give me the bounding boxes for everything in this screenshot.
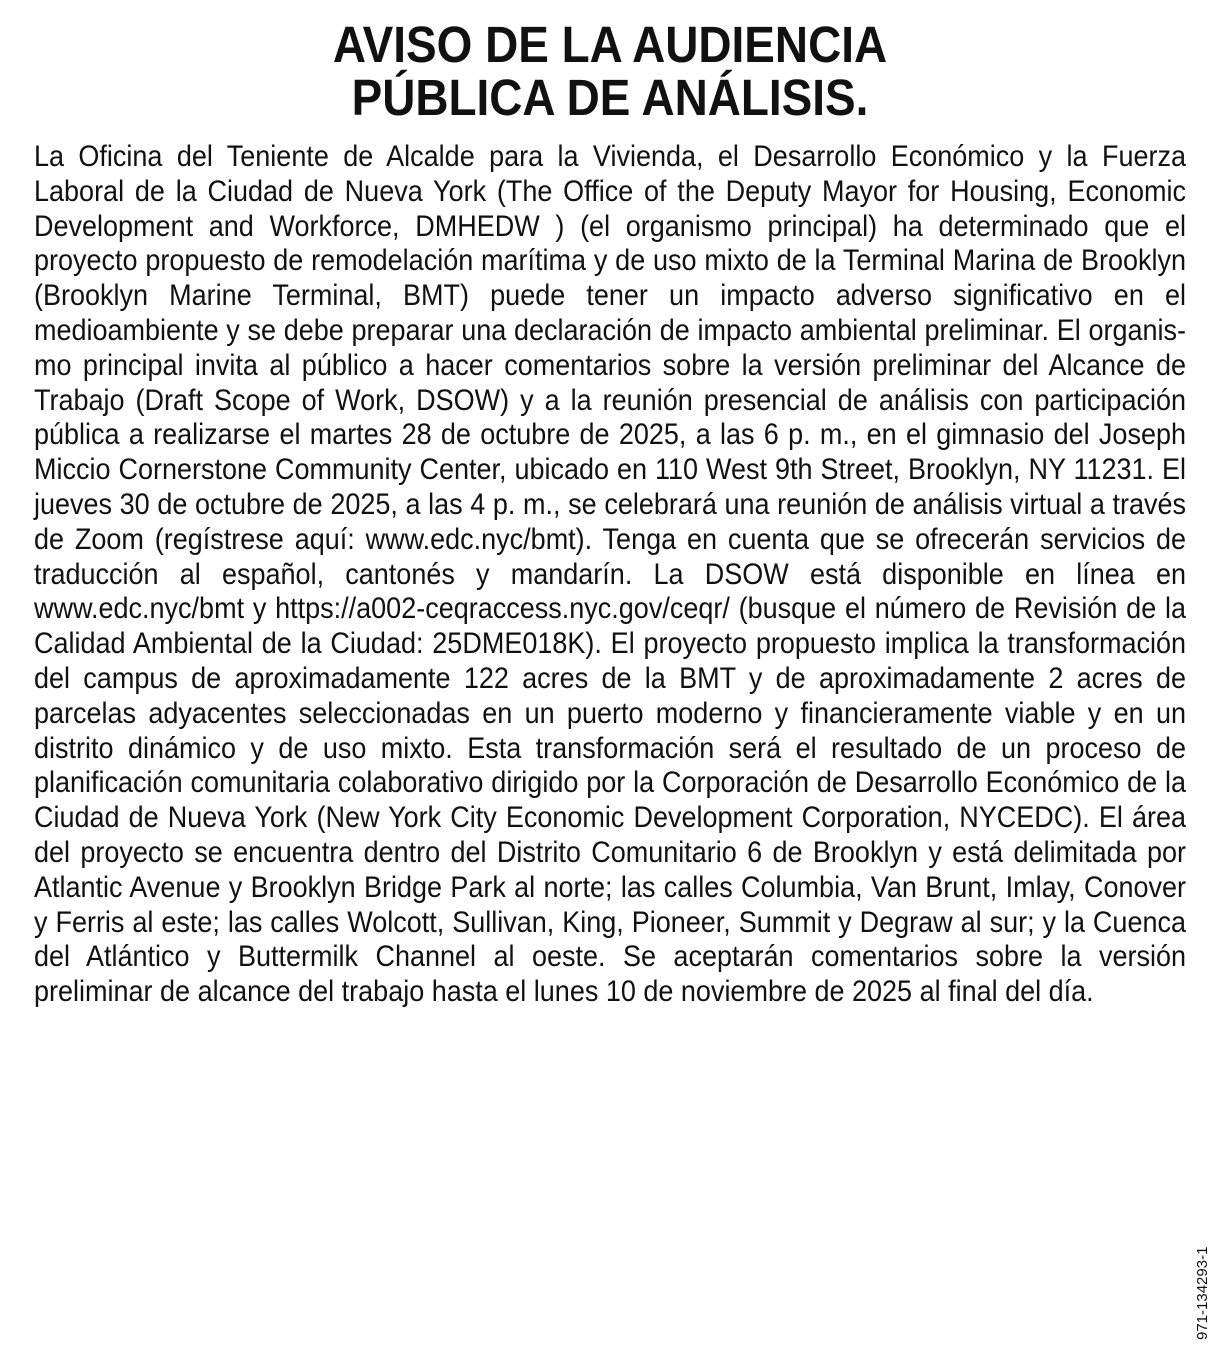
notice-title [92,18,1129,124]
public-notice [34,18,1186,1334]
notice-body: La Oficina del Teniente de Alcalde para la Vivienda, el Desarrollo Económico y la Fuerza Laboral de la Ciudad de Nueva York (The Office of the Deputy Mayor for Housing, Economic Development and Workforce, DMHEDW ) (el organismo principal) ha determinado que el proyecto propuesto de remodelación marítima y de uso mixto de la Terminal Marina de Brooklyn (Brooklyn Marine Terminal, BMT) puede tener un impacto adverso significativo en el medioambiente y se debe preparar una declaración de impacto ambiental preliminar. El organismo principal invita al público a hacer comentarios sobre la versión preliminar del Alcance de Trabajo (Draft Scope of Work, DSOW) y a la reunión presencial de análisis con participación pública a realizarse el martes 28 de octubre de 2025, a las 6 p. m., en el gimnasio del Joseph Miccio Cornerstone Community Center, ubicado en 110 West 9th Street, Brooklyn, NY 11231. El jueves 30 de octubre de 2025, a las 4 p. m., se celebrará una reunión de análisis virtual a través de Zoom (regístrese aquí: www.edc.nyc/bmt). Tenga en cuenta que se ofrecerán servicios de traducción al español, cantonés y mandarín. La DSOW está disponible en línea en www.edc.nyc/bmt y https://a002-ceqraccess.nyc.​gov/ceqr/ (busque el número de Revisión de la Calidad Ambiental de la Ciudad: 25DME018K). El proyecto propuesto implica la transformación del campus de aproximadamente 122 acres de la BMT y de aproximadamente 2 acres de parcelas adyacentes seleccionadas en un puerto moderno y financieramente viable y en un distrito dinámico y de uso mixto. Esta transformación será el resultado de un proceso de planificación comunitaria colaborativo dirigido por la Corporación de Desarrollo Económico de la Ciudad de Nueva York (New York City Economic Development Corporation, NYCEDC). El área del proyecto se encuentra dentro del Distrito Comunitario 6 de Brooklyn y está delimitada por Atlantic Avenue y Brooklyn Bridge Park al norte; las calles Columbia, Van Brunt, Imlay, Conover y Ferris al este; las calles Wolcott, Sullivan, King, Pioneer, Summit y Degraw al sur; y la Cuenca del Atlántico y Buttermilk Channel al oeste. Se aceptarán comentarios sobre la versión preliminar de alcance del trabajo hasta el lunes 10 de noviembre de 2025 al final del día. [34,140,1186,1009]
ad-reference-code: 971-134293-1 [1194,1246,1211,1340]
notice-title-line-1: AVISO DE LA AUDIENCIA [332,16,888,73]
notice-title-line-2: PÚBLICA DE ANÁLISIS. [351,69,869,126]
